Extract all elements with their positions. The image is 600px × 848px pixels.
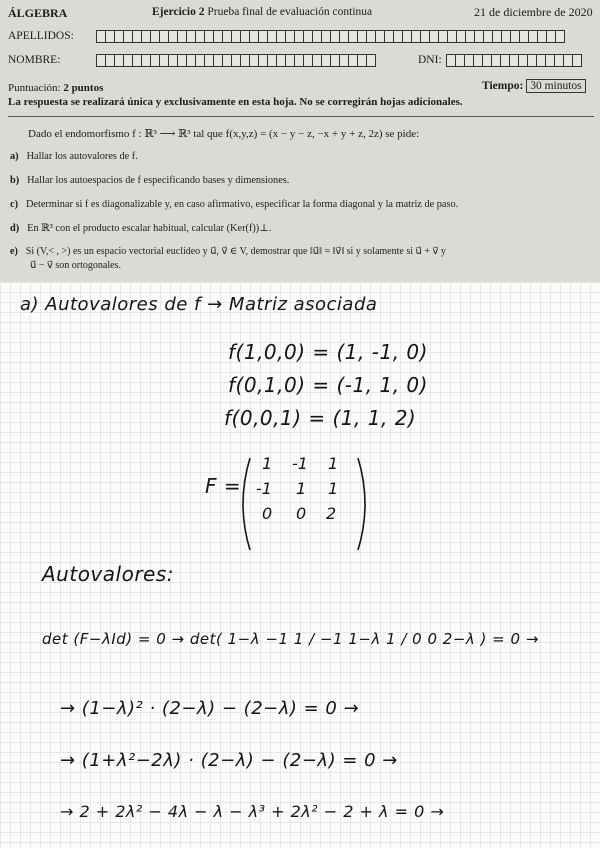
handwritten-solution	[0, 282, 600, 848]
surname-boxes[interactable]	[96, 30, 564, 43]
image-e1: f(1,0,0) = (1, -1, 0)	[228, 340, 428, 364]
dni-label: DNI:	[418, 54, 442, 66]
item-c: c) Determinar si f es diagonalizable y, en caso afirmativo, especificar la forma diagonal y la matriz de paso.	[10, 199, 459, 210]
matrix-cell: 0	[262, 504, 273, 523]
points-label: Puntuación:	[8, 82, 61, 94]
item-e-continued: u⃗ − v⃗ son ortogonales.	[30, 260, 121, 271]
matrix-cell: 1	[328, 454, 339, 473]
matrix-cell: 1	[262, 454, 273, 473]
points-line	[8, 82, 103, 94]
matrix-cell: -1	[292, 454, 308, 473]
step-characteristic: det (F−λId) = 0 → det( 1−λ −1 1 / −1 1−λ 1 / 0 0 2−λ ) = 0 →	[42, 630, 539, 648]
printed-exam-header	[0, 0, 600, 282]
time-line	[482, 80, 586, 92]
matrix-cell: -1	[256, 479, 272, 498]
step-expanded: → (1−λ)² · (2−λ) − (2−λ) = 0 →	[60, 698, 360, 719]
name-boxes[interactable]	[96, 54, 375, 67]
item-a: a) Hallar los autovalores de f.	[10, 151, 138, 162]
matrix-cell: 0	[296, 504, 307, 523]
item-b: b) Hallar los autoespacios de f especificando bases y dimensiones.	[10, 175, 290, 186]
image-e3: f(0,0,1) = (1, 1, 2)	[224, 406, 417, 430]
step-developed: → (1+λ²−2λ) · (2−λ) − (2−λ) = 0 →	[60, 750, 398, 771]
surname-label: APELLIDOS:	[8, 30, 74, 42]
points-value: 2 puntos	[63, 82, 104, 94]
matrix-label: F =	[205, 474, 242, 498]
exercise-number: Ejercicio 2	[152, 6, 205, 18]
exam-name: Prueba final de evaluación continua	[207, 6, 373, 18]
step-simplified: → 2 + 2λ² − 4λ − λ − λ³ + 2λ² − 2 + λ = 0 →	[60, 802, 445, 821]
dni-boxes[interactable]	[446, 54, 581, 67]
divider-line	[8, 116, 594, 117]
exam-date: 21 de diciembre de 2020	[474, 5, 593, 19]
time-label: Tiempo:	[482, 80, 524, 92]
heading-eigenvalues-matrix: a) Autovalores de f → Matriz asociada	[20, 294, 378, 315]
instruction-text: La respuesta se realizará única y exclusivamente en esta hoja. No se corregirán hojas adicionales.	[8, 96, 463, 108]
item-d: d) En ℝ³ con el producto escalar habitual, calcular (Ker(f))⊥.	[10, 223, 272, 234]
exercise-title	[152, 6, 372, 18]
matrix-cell: 1	[296, 479, 307, 498]
problem-statement: Dado el endomorfismo f : ℝ³ ⟶ ℝ³ tal que f(x,y,z) = (x − y − z, −x + y + z, 2z) se pide:	[28, 128, 420, 140]
matrix-cell: 2	[326, 504, 337, 523]
matrix-cell: 1	[328, 479, 339, 498]
heading-eigenvalues: Autovalores:	[42, 562, 175, 586]
subject-title: ÁLGEBRA	[8, 6, 68, 20]
name-label: NOMBRE:	[8, 54, 61, 66]
item-e: e) Si (V,< , >) es un espacio vectorial euclídeo y u⃗, v⃗ ∈ V, demostrar que ‖u⃗‖ = ‖v⃗‖ si y solamente si u⃗ + v⃗ y	[10, 246, 446, 257]
image-e2: f(0,1,0) = (-1, 1, 0)	[228, 373, 428, 397]
time-value: 30 minutos	[526, 79, 585, 93]
